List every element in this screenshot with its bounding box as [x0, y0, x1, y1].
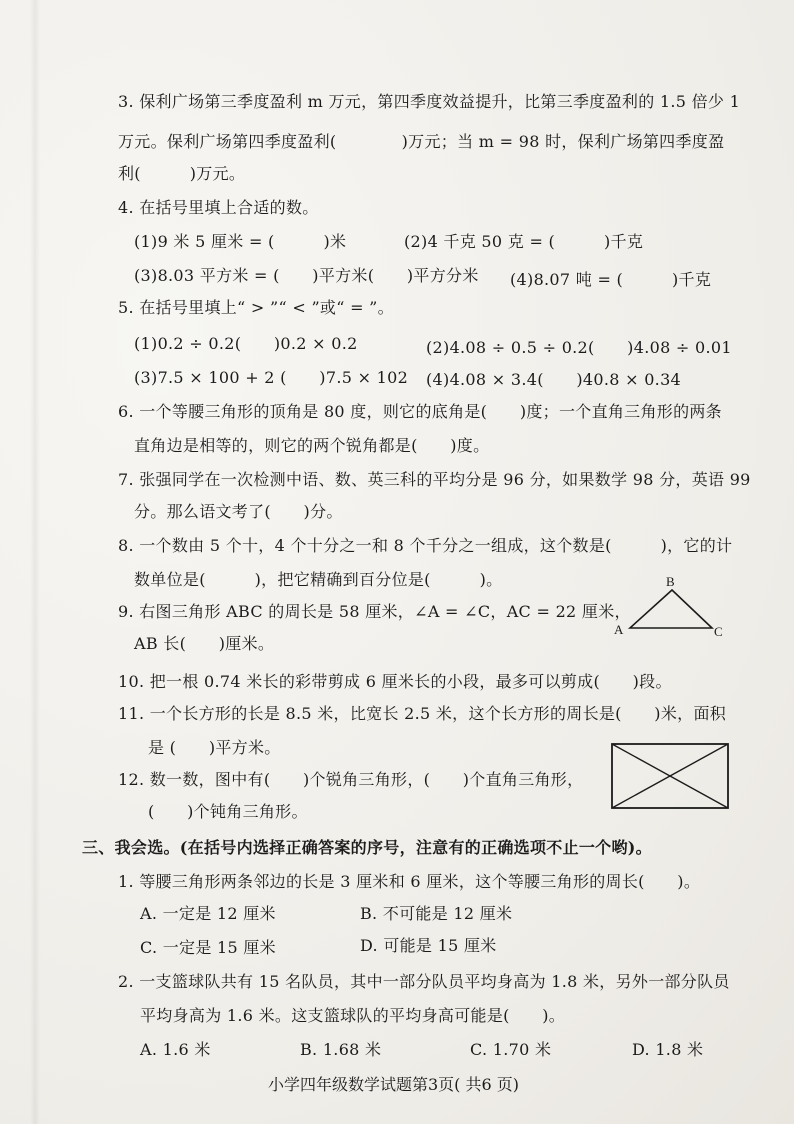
- s3-q1-option-c: C. 一定是 15 厘米: [140, 938, 276, 957]
- q12-line2: ( )个钝角三角形。: [148, 802, 308, 821]
- q5-item1: (1)0.2 ÷ 0.2( )0.2 × 0.2: [134, 334, 358, 353]
- s3-q1-option-a: A. 一定是 12 厘米: [140, 904, 276, 923]
- s3-q1-stem: 1. 等腰三角形两条邻边的长是 3 厘米和 6 厘米，这个等腰三角形的周长( )。: [118, 872, 701, 891]
- q7-line1: 7. 张强同学在一次检测中语、数、英三科的平均分是 96 分，如果数学 98 分，英语 99: [118, 470, 751, 489]
- q9-line2: AB 长( )厘米。: [134, 634, 275, 653]
- q4-item3: (3)8.03 平方米 = ( )平方米( )平方分米: [134, 266, 479, 285]
- q3-line1: 3. 保利广场第三季度盈利 m 万元，第四季度效益提升，比第三季度盈利的 1.5 倍少 1: [118, 92, 741, 111]
- q4-item4: (4)8.07 吨 = ( )千克: [510, 270, 712, 289]
- q11-line1: 11. 一个长方形的长是 8.5 米，比宽长 2.5 米，这个长方形的周长是( )米，面积: [118, 704, 727, 723]
- s3-q2-option-a: A. 1.6 米: [140, 1040, 211, 1059]
- section-3-heading: 三、我会选。(在括号内选择正确答案的序号，注意有的正确选项不止一个哟)。: [82, 838, 652, 857]
- s3-q1-option-d: D. 可能是 15 厘米: [360, 936, 497, 955]
- q3-line3: 利( )万元。: [118, 164, 246, 183]
- q10-line1: 10. 把一根 0.74 米长的彩带剪成 6 厘米长的小段，最多可以剪成( )段。: [118, 672, 672, 691]
- vertex-c-label: C: [714, 624, 723, 639]
- q6-line2: 直角边是相等的，则它的两个锐角都是( )度。: [134, 436, 490, 455]
- s3-q2-line1: 2. 一支篮球队共有 15 名队员，其中一部分队员平均身高为 1.8 米，另外一部分队员: [118, 972, 730, 991]
- q5-item4: (4)4.08 × 3.4( )40.8 × 0.34: [426, 370, 682, 389]
- q12-line1: 12. 数一数，图中有( )个锐角三角形，( )个直角三角形，: [118, 770, 584, 789]
- page-footer: 小学四年级数学试题第3页( 共6 页): [268, 1075, 520, 1094]
- vertex-a-label: A: [614, 622, 624, 637]
- s3-q2-line2: 平均身高为 1.6 米。这支篮球队的平均身高可能是( )。: [140, 1006, 566, 1025]
- q7-line2: 分。那么语文考了( )分。: [134, 502, 343, 521]
- q3-line2: 万元。保利广场第四季度盈利( )万元；当 m = 98 时，保利广场第四季度盈: [118, 132, 725, 151]
- q9-line1: 9. 右图三角形 ABC 的周长是 58 厘米，∠A = ∠C，AC = 22 厘米，: [118, 602, 631, 621]
- rectangle-diagonals-figure: [610, 742, 730, 810]
- q8-line2: 数单位是( )，把它精确到百分位是( )。: [134, 570, 503, 589]
- q5-item3: (3)7.5 × 100 + 2 ( )7.5 × 102: [134, 368, 409, 387]
- q11-line2: 是 ( )平方米。: [148, 738, 281, 757]
- paper-crease: [30, 0, 40, 1124]
- q4-item1: (1)9 米 5 厘米 = ( )米: [134, 232, 347, 251]
- q4-item2: (2)4 千克 50 克 = ( )千克: [404, 232, 644, 251]
- q5-title: 5. 在括号里填上“ > ”“ < ”或“ = ”。: [118, 298, 394, 317]
- triangle-abc-figure: [608, 572, 728, 642]
- q6-line1: 6. 一个等腰三角形的顶角是 80 度，则它的底角是( )度；一个直角三角形的两条: [118, 402, 722, 421]
- q8-line1: 8. 一个数由 5 个十，4 个十分之一和 8 个千分之一组成，这个数是( )，它的计: [118, 536, 733, 555]
- q4-title: 4. 在括号里填上合适的数。: [118, 198, 319, 217]
- s3-q2-option-b: B. 1.68 米: [300, 1040, 382, 1059]
- s3-q1-option-b: B. 不可能是 12 厘米: [360, 904, 513, 923]
- s3-q2-option-d: D. 1.8 米: [632, 1040, 704, 1059]
- vertex-b-label: B: [666, 574, 675, 589]
- s3-q2-option-c: C. 1.70 米: [470, 1040, 552, 1059]
- q5-item2: (2)4.08 ÷ 0.5 ÷ 0.2( )4.08 ÷ 0.01: [426, 338, 732, 357]
